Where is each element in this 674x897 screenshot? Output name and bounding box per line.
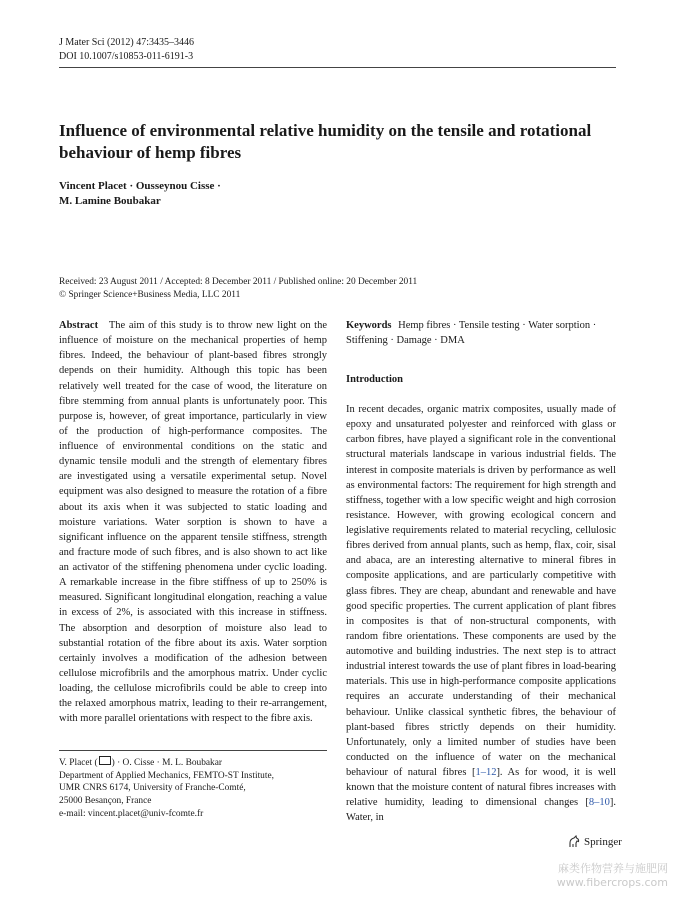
corresponding-authors: V. Placet ( ) · O. Cisse · M. L. Boubakar: [59, 758, 223, 768]
abstract-text: The aim of this study is to throw new light on the influence of moisture on the mechanical properties of hemp fibres. Indeed, the behaviour of plant-based fibres strongly depends on their humidity. Although this topic has been relatively well treated for the case of wood, the literature on fibre stemming from annual plants is unfortunately poor. This purpose is, however, of great importance, particularly in view of the production of high-performance composites. The influence of environmental conditions on the static and dynamic tensile moduli and the strength of elementary fibres are investigated using a versatile experimental setup. Novel equipment was also designed to measure the rotation of a fibre about its axis when it was subjected to static loading and moisture variations. Water sorption is shown to have a significant influence on the apparent tensile stiffness, strength and fracture mode of such fibres, and is also shown to act like an activator of the stiffening phenomena under cyclic loading. A remarkable increase in the fibre stiffness of up to 250% is measured. Significant longitudinal elongation, reaching a value in excess of 2%, is associated with this increase in stiffness. The absorption and desorption of moisture also lead to substantial rotation of the fibre about its axis. Water sorption certainly involves a modification of the adhesion between cellulose microfibrils and the amorphous matrix. Under cyclic loading, the cellulose microfibrils could be able to creep into the relaxed amorphous matrix, leading to their re-arrangement, with more parallel orientations with respect to the fibre axis.: [59, 320, 327, 725]
affiliation-line: UMR CNRS 6174, University of Franche-Comté,: [59, 783, 246, 794]
affiliation-line: Department of Applied Mechanics, FEMTO-ST Institute,: [59, 770, 274, 781]
header-rule: [59, 67, 616, 68]
publisher-logo: [567, 835, 622, 849]
watermark-chinese: 麻类作物营养与施肥网: [558, 862, 668, 875]
publisher-name: Springer: [584, 836, 622, 848]
watermark-url: www.fibercrops.com: [556, 876, 668, 889]
introduction-text: In recent decades, organic matrix composites, usually made of epoxy and unsaturated polyester and reinforced with glass or carbon fibres, have played a significant role in the conventional structural materials landscape in various industrial fields. The interest in composite materials is driven by performance as well as environmental factors: The requirement for high strength and stiffness, together with a low specific weight and high corrosion resistance. However, with growing ecological concern and legislative requirements related to material recycling, cellulosic fibres derived from annual plants, such as hemp, flax, coir, sisal and abaca, are an interesting alternative to mineral fibres in composite applications, and are particularly competitive with glass fibres. They are cheap, abundant and renewable and have good specific properties. The current application of plant fibres in composites is that of non-structural components, with random fibre orientations. These components are used by the automotive and building industries. The next step is to attract industrial interest towards the use of plant fibres in load-bearing materials. This use in high-performance composite applications requires an accurate understanding of their mechanical behaviour. Unlike classical synthetic fibres, the behaviour of plant-based fibres strictly depends on their humidity. Unfortunately, only a limited number of studies have been conducted on the influence of water on the mechanical behaviour of natural fibres [1–12]. As for wood, it is well known that the moisture content of natural fibres increases with relative humidity, leading to dimensional changes [8–10]. Water, in: [346, 404, 616, 824]
citation-link[interactable]: 1–12: [475, 767, 497, 778]
abstract-label: Abstract: [59, 320, 99, 331]
author-line-1: Vincent Placet · Ousseynou Cisse ·: [59, 180, 221, 192]
running-header: [59, 36, 194, 63]
keywords-label: Keywords: [346, 320, 392, 331]
author-email[interactable]: e-mail: vincent.placet@univ-fcomte.fr: [59, 808, 204, 819]
doi-line[interactable]: DOI 10.1007/s10853-011-6191-3: [59, 50, 194, 62]
copyright-line: © Springer Science+Business Media, LLC 2011: [59, 289, 241, 300]
author-list: [59, 179, 359, 209]
publication-dates: [59, 276, 619, 301]
dates-line: Received: 23 August 2011 / Accepted: 8 December 2011 / Published online: 20 December 2011: [59, 277, 418, 287]
author-line-2: M. Lamine Boubakar: [59, 195, 161, 207]
site-watermark: [557, 862, 668, 890]
citation-link[interactable]: 8–10: [588, 797, 610, 809]
affiliation-line: 25000 Besançon, France: [59, 796, 152, 807]
envelope-icon[interactable]: [99, 756, 111, 765]
keywords-text: Hemp fibres · Tensile testing · Water sorption · Stiffening · Damage · DMA: [346, 320, 597, 347]
author-affiliation: [59, 756, 327, 821]
footnote-rule: [59, 750, 327, 751]
abstract: [59, 318, 327, 726]
keywords: [346, 318, 616, 348]
journal-citation: J Mater Sci (2012) 47:3435–3446: [59, 37, 194, 48]
springer-horse-icon: [567, 835, 581, 849]
paper-title: Influence of environmental relative humidity on the tensile and rotational behaviour of hemp fibres: [59, 121, 592, 162]
introduction-heading: Introduction: [346, 374, 403, 385]
